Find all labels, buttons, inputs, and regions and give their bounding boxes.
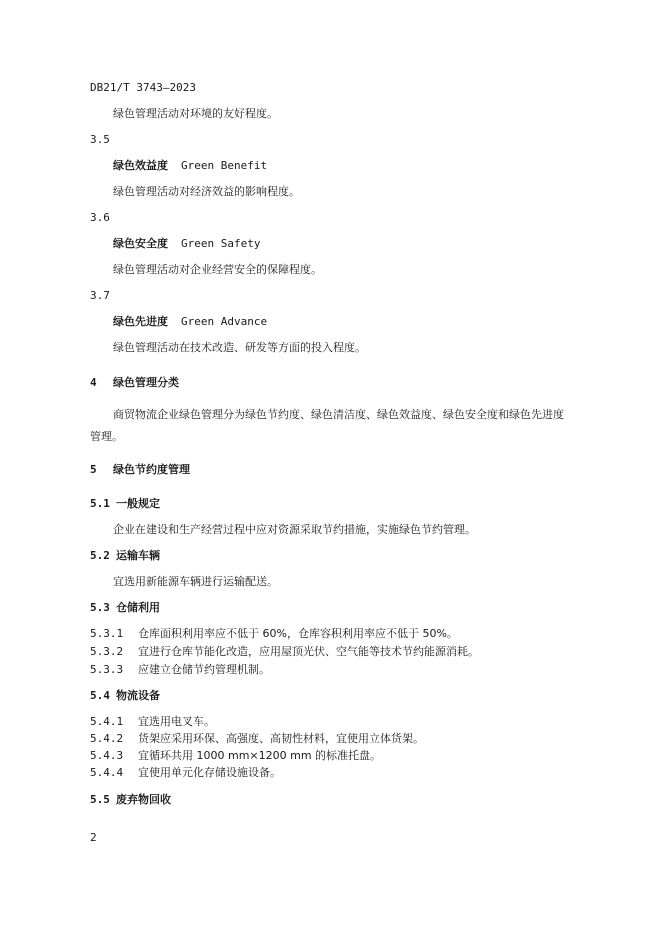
definition-text: 绿色管理活动在技术改造、研发等方面的投入程度。 — [113, 341, 366, 354]
subsection-number: 5.3 — [90, 601, 110, 614]
definition-text: 绿色管理活动对环境的友好程度。 — [113, 107, 278, 120]
subsection-number: 5.2 — [90, 549, 110, 562]
term-number: 3.5 — [90, 133, 110, 146]
clause-text: 宜循环共用 1000 mm×1200 mm 的标准托盘。 — [138, 749, 382, 762]
section-number: 4 — [90, 376, 97, 389]
term-title-zh: 绿色安全度 — [113, 237, 168, 250]
section-title: 绿色管理分类 — [113, 376, 179, 389]
clause-number: 5.4.4 — [90, 766, 124, 779]
subsection-title: 物流设备 — [116, 689, 160, 702]
term-title-zh: 绿色先进度 — [113, 315, 168, 328]
term-title-en: Green Benefit — [181, 159, 268, 172]
clause-number: 5.4.2 — [90, 732, 124, 745]
clause-text: 应建立仓储节约管理机制。 — [138, 663, 270, 676]
document-code: DB21/T 3743—2023 — [90, 81, 196, 94]
definition-text: 绿色管理活动对企业经营安全的保障程度。 — [113, 263, 322, 276]
term-title-en: Green Safety — [181, 237, 261, 250]
term-title-zh: 绿色效益度 — [113, 159, 168, 172]
clause-number: 5.4.3 — [90, 749, 124, 762]
subsection-number: 5.1 — [90, 497, 110, 510]
subsection-body: 宜选用新能源车辆进行运输配送。 — [113, 575, 278, 588]
clause-text: 宜进行仓库节能化改造，应用屋顶光伏、空气能等技术节约能源消耗。 — [138, 645, 479, 658]
subsection-number: 5.5 — [90, 793, 110, 806]
clause-text: 宜使用单元化存储设施设备。 — [138, 766, 281, 779]
clause-text: 货架应采用环保、高强度、高韧性材料，宜使用立体货架。 — [138, 732, 424, 745]
section-body: 商贸物流企业绿色管理分为绿色节约度、绿色清洁度、绿色效益度、绿色安全度和绿色先进度管理。 — [90, 408, 564, 443]
page-number: 2 — [90, 831, 97, 844]
subsection-title: 仓储利用 — [116, 601, 160, 614]
definition-text: 绿色管理活动对经济效益的影响程度。 — [113, 185, 300, 198]
subsection-title: 运输车辆 — [116, 549, 160, 562]
subsection-body: 企业在建设和生产经营过程中应对资源采取节约措施，实施绿色节约管理。 — [113, 523, 476, 536]
clause-number: 5.3.2 — [90, 645, 124, 658]
term-number: 3.6 — [90, 211, 110, 224]
clause-text: 仓库面积利用率应不低于 60%，仓库容积利用率应不低于 50%。 — [138, 627, 458, 640]
clause-number: 5.4.1 — [90, 715, 124, 728]
clause-number: 5.3.3 — [90, 663, 124, 676]
term-number: 3.7 — [90, 289, 110, 302]
clause-number: 5.3.1 — [90, 627, 124, 640]
section-title: 绿色节约度管理 — [113, 463, 190, 476]
clause-text: 宜选用电叉车。 — [138, 715, 215, 728]
term-title-en: Green Advance — [181, 315, 268, 328]
subsection-title: 一般规定 — [116, 497, 160, 510]
section-number: 5 — [90, 463, 97, 476]
subsection-title: 废弃物回收 — [116, 793, 171, 806]
subsection-number: 5.4 — [90, 689, 110, 702]
